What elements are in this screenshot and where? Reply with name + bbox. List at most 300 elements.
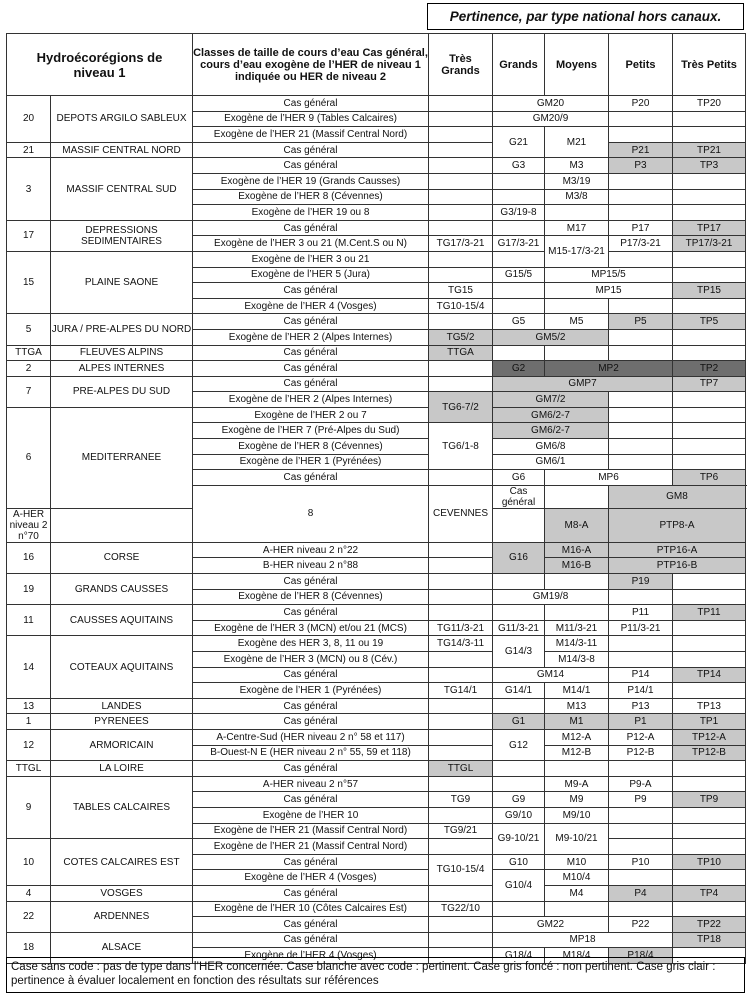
table-cell [609, 870, 673, 886]
table-cell: G11/3-21 [493, 620, 545, 636]
table-cell: TP5 [673, 314, 746, 330]
table-cell [429, 558, 493, 574]
table-cell: ALPES INTERNES [51, 361, 193, 377]
table-cell: PTP16-A [609, 542, 746, 558]
table-cell: GM22 [493, 917, 609, 933]
table-cell: Cas général [193, 605, 429, 621]
table-cell [673, 807, 746, 823]
table-cell: Exogène de l’HER 21 (Massif Central Nord) [193, 127, 429, 143]
table-cell: 15 [7, 251, 51, 313]
table-cell: M3 [545, 158, 609, 174]
table-cell: 14 [7, 636, 51, 698]
table-cell: P9-A [609, 776, 673, 792]
table-cell [673, 345, 746, 361]
table-cell [545, 345, 609, 361]
table-cell: GM6/8 [493, 439, 609, 455]
table-cell: 10 [7, 839, 51, 886]
table-cell [609, 454, 673, 470]
table-title: Pertinence, par type national hors canaux. [427, 3, 744, 30]
header-classes: Classes de taille de cours d’eau Cas général, cours d’eau exogène de l’HER de niveau 1 indiquée ou HER de niveau 2 [193, 34, 429, 96]
table-cell: ALSACE [51, 932, 193, 963]
table-cell: MASSIF CENTRAL SUD [51, 158, 193, 220]
table-cell: G21 [493, 127, 545, 158]
table-cell: P12-B [609, 745, 673, 761]
table-cell: G2 [493, 361, 545, 377]
table-cell: Exogène de l’HER 5 (Jura) [193, 267, 429, 283]
table-cell: LA LOIRE [51, 761, 193, 777]
table-cell [673, 454, 746, 470]
header-grands: Grands [493, 34, 545, 96]
table-cell [673, 407, 746, 423]
table-cell: TG11/3-21 [429, 620, 493, 636]
table-cell [673, 574, 746, 590]
table-cell [673, 901, 746, 917]
table-cell: P3 [609, 158, 673, 174]
table-cell [609, 901, 673, 917]
table-cell [609, 298, 673, 314]
table-cell: 22 [7, 901, 51, 932]
table-cell: TP20 [673, 96, 746, 112]
table-cell [429, 605, 493, 621]
table-cell: M21 [545, 127, 609, 158]
table-cell [673, 839, 746, 855]
table-cell: B-Ouest-N E (HER niveau 2 n° 55, 59 et 118) [193, 745, 429, 761]
table-cell: G14/1 [493, 683, 545, 699]
table-row [7, 542, 746, 558]
table-cell: Exogène de l’HER 8 (Cévennes) [193, 189, 429, 205]
table-cell: P9 [609, 792, 673, 808]
table-cell: TTGL [7, 761, 51, 777]
table-cell: P21 [609, 142, 673, 158]
table-cell [673, 329, 746, 345]
table-cell: G9/10 [493, 807, 545, 823]
table-cell [429, 205, 493, 221]
table-cell: GM19/8 [493, 589, 609, 605]
table-row [7, 251, 746, 267]
table-cell: M12-B [545, 745, 609, 761]
table-cell: TTGA [429, 345, 493, 361]
table-cell: MP2 [545, 361, 673, 377]
table-cell: A-HER niveau 2 n°70 [7, 508, 51, 542]
table-cell: TG14/3-11 [429, 636, 493, 652]
table-cell: TABLES CALCAIRES [51, 776, 193, 838]
table-cell: Exogène de l’HER 3 (MCN) et/ou 21 (MCS) [193, 620, 429, 636]
table-cell: B-HER niveau 2 n°88 [193, 558, 429, 574]
table-cell: M17 [545, 220, 609, 236]
table-cell [673, 298, 746, 314]
table-cell [673, 127, 746, 143]
table-cell [673, 173, 746, 189]
table-cell: Exogène de l’HER 10 [193, 807, 429, 823]
table-cell: TP17 [673, 220, 746, 236]
table-cell [673, 620, 746, 636]
table-cell: P17/3-21 [609, 236, 673, 252]
table-row [7, 605, 746, 621]
table-cell: Cas général [193, 314, 429, 330]
table-cell: TP14 [673, 667, 746, 683]
pertinence-table [6, 33, 746, 964]
table-cell: G1 [493, 714, 545, 730]
table-cell: Cas général [193, 376, 429, 392]
table-cell [673, 776, 746, 792]
table-cell: CAUSSES AQUITAINS [51, 605, 193, 636]
table-cell [609, 439, 673, 455]
table-cell: Cas général [193, 714, 429, 730]
table-cell: Exogène de l’HER 3 (MCN) ou 8 (Cév.) [193, 652, 429, 668]
table-cell [429, 839, 493, 855]
table-cell [609, 807, 673, 823]
table-cell: TP17/3-21 [673, 236, 746, 252]
table-cell: TP4 [673, 885, 746, 901]
header-her: Hydroécorégions de niveau 1 [7, 34, 193, 96]
table-cell: GM20/9 [493, 111, 609, 127]
table-cell: 13 [7, 698, 51, 714]
table-cell [429, 127, 493, 143]
table-cell [673, 392, 746, 408]
table-cell: TTGL [429, 761, 493, 777]
table-cell: TP18 [673, 932, 746, 948]
table-cell: TG17/3-21 [429, 236, 493, 252]
table-cell [673, 189, 746, 205]
table-cell: Cas général [193, 854, 429, 870]
table-cell [429, 932, 493, 948]
table-row [7, 698, 746, 714]
table-cell [429, 96, 493, 112]
table-cell: G9-10/21 [493, 823, 545, 854]
table-cell: M11/3-21 [545, 620, 609, 636]
table-row [7, 839, 746, 855]
table-cell [429, 142, 493, 158]
table-cell [429, 714, 493, 730]
table-cell: FLEUVES ALPINS [51, 345, 193, 361]
table-cell: DEPRESSIONS SEDIMENTAIRES [51, 220, 193, 251]
table-row [7, 96, 746, 112]
table-cell: A-HER niveau 2 n°22 [193, 542, 429, 558]
table-cell: Cas général [193, 361, 429, 377]
table-cell: 17 [7, 220, 51, 251]
table-cell: Cas général [193, 96, 429, 112]
table-cell: TP6 [673, 470, 746, 486]
table-cell: G9 [493, 792, 545, 808]
table-cell [429, 220, 493, 236]
table-row [7, 776, 746, 792]
table-cell [609, 189, 673, 205]
table-cell [429, 574, 493, 590]
table-cell [429, 729, 493, 745]
table-cell: 19 [7, 574, 51, 605]
table-cell [609, 111, 673, 127]
table-cell [429, 376, 493, 392]
table-cell: P18/4 [609, 948, 673, 964]
table-cell [545, 901, 609, 917]
table-cell: TG5/2 [429, 329, 493, 345]
table-cell: TG14/1 [429, 683, 493, 699]
table-cell [673, 823, 746, 839]
table-cell [673, 111, 746, 127]
table-cell: Exogène de l’HER 4 (Vosges) [193, 948, 429, 964]
table-cell [429, 158, 493, 174]
table-body [7, 96, 746, 964]
table-cell: G17/3-21 [493, 236, 545, 252]
table-cell: 9 [7, 776, 51, 838]
table-cell: 6 [7, 407, 51, 508]
table-row [7, 158, 746, 174]
table-cell: Cas général [193, 885, 429, 901]
table-cell: 5 [7, 314, 51, 345]
table-cell: 2 [7, 361, 51, 377]
table-cell: 11 [7, 605, 51, 636]
table-cell: 21 [7, 142, 51, 158]
table-cell: TG22/10 [429, 901, 493, 917]
table-cell [609, 761, 673, 777]
table-cell [493, 698, 545, 714]
table-row [7, 761, 746, 777]
table-cell: P12-A [609, 729, 673, 745]
table-cell: TP12-B [673, 745, 746, 761]
table-cell: MP15 [545, 283, 673, 299]
table-cell: M1 [545, 714, 609, 730]
table-cell: GM14 [493, 667, 609, 683]
table-cell: M9-A [545, 776, 609, 792]
table-cell [673, 423, 746, 439]
table-cell: G3 [493, 158, 545, 174]
table-cell: TP21 [673, 142, 746, 158]
header-tres-petits: Très Petits [673, 34, 746, 96]
table-cell: COTES CALCAIRES EST [51, 839, 193, 886]
table-cell [429, 542, 493, 558]
table-cell: P17 [609, 220, 673, 236]
table-cell: MP18 [493, 932, 673, 948]
table-cell: Exogène de l’HER 9 (Tables Calcaires) [193, 111, 429, 127]
table-cell: P19 [609, 574, 673, 590]
table-cell: ARDENNES [51, 901, 193, 932]
table-cell [429, 470, 493, 486]
table-cell: Cas général [193, 932, 429, 948]
table-cell [673, 267, 746, 283]
table-cell: Exogène de l’HER 19 (Grands Causses) [193, 173, 429, 189]
table-cell: P10 [609, 854, 673, 870]
table-cell: Exogène de l’HER 10 (Côtes Calcaires Est) [193, 901, 429, 917]
table-cell [493, 173, 545, 189]
table-row [7, 407, 746, 423]
table-cell: Exogène de l’HER 1 (Pyrénées) [193, 683, 429, 699]
table-cell [51, 508, 193, 542]
table-cell: TG6/1-8 [429, 423, 493, 470]
table-cell [429, 745, 493, 761]
table-cell: PTP16-B [609, 558, 746, 574]
table-cell: 1 [7, 714, 51, 730]
table-cell: M8-A [545, 508, 609, 542]
table-cell: Exogène des HER 3, 8, 11 ou 19 [193, 636, 429, 652]
table-cell: M3/8 [545, 189, 609, 205]
table-cell: Exogène de l’HER 21 (Massif Central Nord) [193, 823, 429, 839]
table-cell: Cas général [193, 698, 429, 714]
table-cell [609, 251, 673, 267]
table-row [7, 220, 746, 236]
table-cell [493, 901, 545, 917]
table-cell [545, 605, 609, 621]
table-cell: M3/19 [545, 173, 609, 189]
table-cell [429, 267, 493, 283]
table-cell: CEVENNES [429, 485, 493, 542]
table-cell: M9 [545, 792, 609, 808]
table-row [7, 376, 746, 392]
table-cell [609, 392, 673, 408]
table-row [7, 142, 746, 158]
table-cell: M18/4 [545, 948, 609, 964]
table-cell: 18 [7, 932, 51, 963]
table-cell: M10 [545, 854, 609, 870]
table-cell: P4 [609, 885, 673, 901]
table-row [7, 361, 746, 377]
table-cell: GM6/2-7 [493, 423, 609, 439]
table-cell: Exogène de l’HER 4 (Vosges) [193, 870, 429, 886]
table-cell [493, 189, 545, 205]
table-cell: A-HER niveau 2 n°57 [193, 776, 429, 792]
table-cell: PRE-ALPES DU SUD [51, 376, 193, 407]
table-cell [429, 361, 493, 377]
table-cell [545, 574, 609, 590]
table-cell: VOSGES [51, 885, 193, 901]
table-cell: G18/4 [493, 948, 545, 964]
header-tres-grands: Très Grands [429, 34, 493, 96]
table-cell [429, 885, 493, 901]
table-cell: LANDES [51, 698, 193, 714]
table-cell [673, 205, 746, 221]
table-cell: MP6 [545, 470, 673, 486]
table-cell [429, 667, 493, 683]
table-cell [673, 870, 746, 886]
table-cell: Exogène de l’HER 1 (Pyrénées) [193, 454, 429, 470]
table-cell: P1 [609, 714, 673, 730]
table-cell: M14/1 [545, 683, 609, 699]
table-cell [429, 189, 493, 205]
table-cell: TG10-15/4 [429, 854, 493, 885]
table-cell: P14/1 [609, 683, 673, 699]
header-petits: Petits [609, 34, 673, 96]
table-cell [609, 173, 673, 189]
table-cell: TP1 [673, 714, 746, 730]
table-cell: TP15 [673, 283, 746, 299]
table-cell: M16-A [545, 542, 609, 558]
table-cell [609, 345, 673, 361]
table-cell: Exogène de l’HER 7 (Pré-Alpes du Sud) [193, 423, 429, 439]
table-cell: M16-B [545, 558, 609, 574]
table-cell [493, 283, 545, 299]
table-cell: P13 [609, 698, 673, 714]
table-cell: GMP7 [493, 376, 673, 392]
table-cell: TP10 [673, 854, 746, 870]
table-cell: TP12-A [673, 729, 746, 745]
table-cell [609, 652, 673, 668]
table-cell [545, 485, 609, 508]
table-cell: Exogène de l’HER 2 ou 7 [193, 407, 429, 423]
table-cell [429, 652, 493, 668]
table-cell [429, 807, 493, 823]
table-cell: DEPOTS ARGILO SABLEUX [51, 96, 193, 143]
table-row [7, 314, 746, 330]
table-cell: Cas général [193, 142, 429, 158]
table-cell [609, 423, 673, 439]
table-cell: M14/3-8 [545, 652, 609, 668]
table-cell: P5 [609, 314, 673, 330]
table-cell [609, 839, 673, 855]
table-cell: Exogène de l’HER 21 (Massif Central Nord) [193, 839, 429, 855]
table-cell: G10/4 [493, 870, 545, 901]
header-moyens: Moyens [545, 34, 609, 96]
table-cell: Cas général [193, 761, 429, 777]
table-cell [673, 652, 746, 668]
table-cell [493, 220, 545, 236]
table-cell: TP13 [673, 698, 746, 714]
table-cell: TP9 [673, 792, 746, 808]
table-cell: 4 [7, 885, 51, 901]
table-cell: Exogène de l’HER 2 (Alpes Internes) [193, 392, 429, 408]
table-cell: P14 [609, 667, 673, 683]
table-cell: G10 [493, 854, 545, 870]
table-cell: PLAINE SAONE [51, 251, 193, 313]
table-cell [493, 605, 545, 621]
table-cell: M10/4 [545, 870, 609, 886]
table-cell: Cas général [193, 792, 429, 808]
table-cell [673, 636, 746, 652]
table-cell: G6 [493, 470, 545, 486]
table-cell: M9-10/21 [545, 823, 609, 854]
table-cell: Cas général [193, 283, 429, 299]
table-cell: GM6/1 [493, 454, 609, 470]
table-cell: P22 [609, 917, 673, 933]
legend-note: Case sans code : pas de type dans l’HER concernée. Case blanche avec code : pertinent. Case gris foncé : non pertinent. Case gris clair : pertinence à évaluer localement en fonction des résultats sur références [6, 957, 745, 993]
table-cell: P11 [609, 605, 673, 621]
table-row [7, 932, 746, 948]
table-cell: M15-17/3-21 [545, 236, 609, 267]
table-cell: Cas général [193, 470, 429, 486]
table-cell: M5 [545, 314, 609, 330]
table-cell: G16 [493, 542, 545, 573]
table-cell: TG9 [429, 792, 493, 808]
table-cell: GRANDS CAUSSES [51, 574, 193, 605]
table-cell: Exogène de l’HER 8 (Cévennes) [193, 589, 429, 605]
table-cell [429, 111, 493, 127]
table-cell: MASSIF CENTRAL NORD [51, 142, 193, 158]
table-cell [493, 345, 545, 361]
table-cell [609, 589, 673, 605]
header-row [7, 34, 746, 96]
table-cell: Cas général [193, 345, 429, 361]
table-row [7, 574, 746, 590]
table-cell: 7 [7, 376, 51, 407]
table-cell [673, 683, 746, 699]
table-cell: Exogène de l’HER 3 ou 21 [193, 251, 429, 267]
table-cell: G12 [493, 729, 545, 760]
table-cell: CORSE [51, 542, 193, 573]
table-cell [545, 761, 609, 777]
table-cell: Cas général [193, 220, 429, 236]
table-cell: GM6/2-7 [493, 407, 609, 423]
table-cell: Exogène de l’HER 4 (Vosges) [193, 298, 429, 314]
table-cell: TG6-7/2 [429, 392, 493, 423]
table-cell: COTEAUX AQUITAINS [51, 636, 193, 698]
table-cell [673, 251, 746, 267]
table-cell: Exogène de l’HER 19 ou 8 [193, 205, 429, 221]
table-cell: GM20 [493, 96, 609, 112]
table-cell: G15/5 [493, 267, 545, 283]
table-cell [429, 917, 493, 933]
table-cell: PTP8-A [609, 508, 746, 542]
table-cell: Cas général [193, 917, 429, 933]
table-cell: TTGA [7, 345, 51, 361]
table-cell [429, 314, 493, 330]
